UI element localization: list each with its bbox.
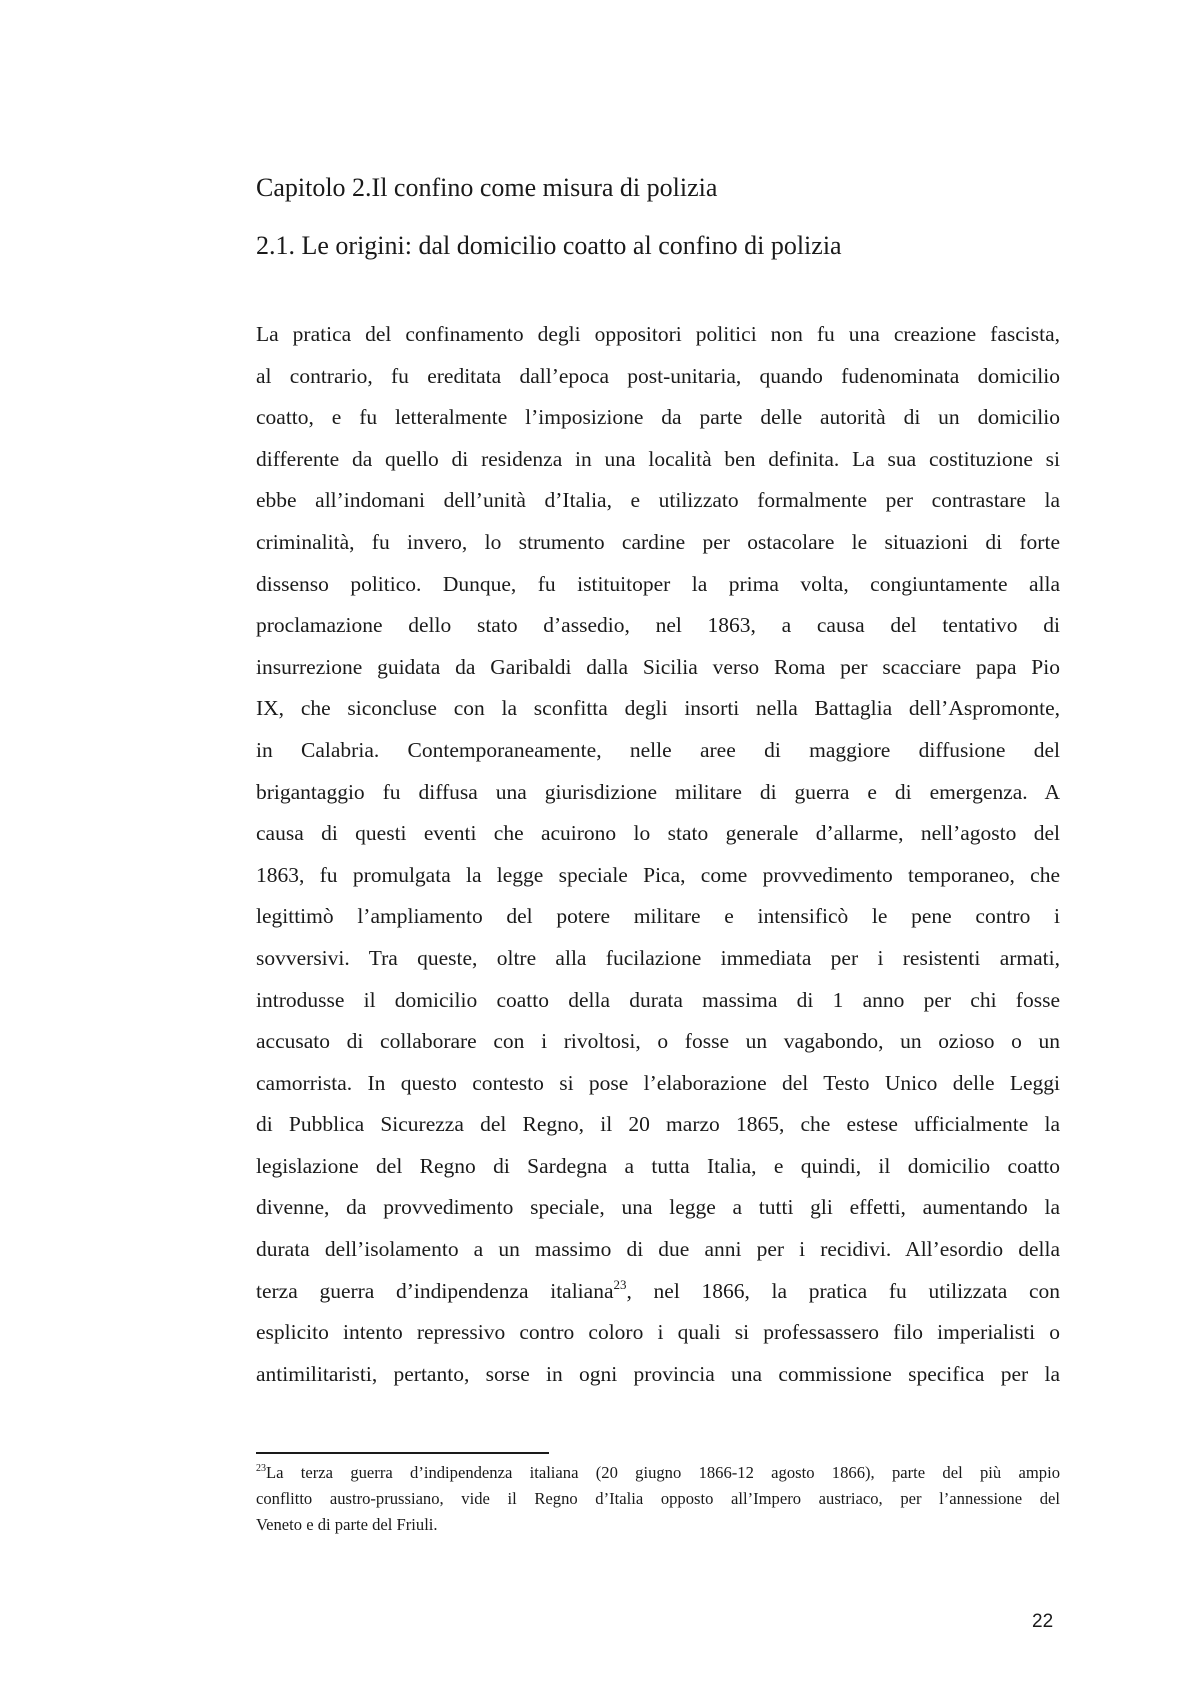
body-paragraph [256,314,1060,1395]
body-line: introdusse il domicilio coatto della durata massima di 1 anno per chi fosse [256,987,1060,1012]
body-line: legislazione del Regno di Sardegna a tutta Italia, e quindi, il domicilio coatto [256,1153,1060,1178]
body-line: sovversivi. Tra queste, oltre alla fucilazione immediata per i resistenti armati, [256,945,1060,970]
body-line: antimilitaristi, pertanto, sorse in ogni provincia una commissione specifica per la [256,1361,1060,1386]
body-line: ebbe all’indomani dell’unità d’Italia, e utilizzato formalmente per contrastare la [256,488,1060,513]
body-line: di Pubblica Sicurezza del Regno, il 20 marzo 1865, che estese ufficialmente la [256,1112,1060,1137]
body-line: IX, che siconcluse con la sconfitta degli insorti nella Battaglia dell’Aspromonte, [256,696,1060,721]
body-line: dissenso politico. Dunque, fu istituitoper la prima volta, congiuntamente alla [256,571,1060,596]
chapter-title: Capitolo 2.Il confino come misura di polizia [256,173,718,202]
body-line: esplicito intento repressivo contro coloro i quali si professassero filo imperialisti o [256,1320,1060,1345]
body-line: proclamazione dello stato d’assedio, nel 1863, a causa del tentativo di [256,613,1060,638]
body-line: differente da quello di residenza in una località ben definita. La sua costituzione si [256,446,1060,471]
body-line: legittimò l’ampliamento del potere militare e intensificò le pene contro i [256,904,1060,929]
section-title: 2.1. Le origini: dal domicilio coatto al confino di polizia [256,231,842,260]
footnote-line: conflitto austro-prussiano, vide il Regno d’Italia opposto all’Impero austriaco, per l’annessione del [256,1489,1060,1508]
body-line: divenne, da provvedimento speciale, una legge a tutti gli effetti, aumentando la [256,1195,1060,1220]
body-line: criminalità, fu invero, lo strumento cardine per ostacolare le situazioni di forte [256,529,1060,554]
body-line: brigantaggio fu diffusa una giurisdizione militare di guerra e di emergenza. A [256,779,1060,804]
body-line: accusato di collaborare con i rivoltosi, o fosse un vagabondo, un ozioso o un [256,1029,1060,1054]
body-line: in Calabria. Contemporaneamente, nelle aree di maggiore diffusione del [256,737,1060,762]
body-line: causa di questi eventi che acuirono lo stato generale d’allarme, nell’agosto del [256,821,1060,846]
footnote-line: Veneto e di parte del Friuli. [256,1515,438,1534]
footnote-separator [256,1452,549,1454]
body-line-with-footnote-ref [256,1271,1060,1313]
body-line-text: terza guerra d’indipendenza italiana [256,1278,614,1303]
body-line: coatto, e fu letteralmente l’imposizione da parte delle autorità di un domicilio [256,405,1060,430]
body-line: al contrario, fu ereditata dall’epoca post-unitaria, quando fudenominata domicilio [256,363,1060,388]
body-line-text: , nel 1866, la pratica fu utilizzata con [626,1278,1060,1303]
body-line: durata dell’isolamento a un massimo di due anni per i recidivi. All’esordio della [256,1237,1060,1262]
footnote-line [256,1460,1060,1486]
body-line: 1863, fu promulgata la legge speciale Pica, come provvedimento temporaneo, che [256,862,1060,887]
footnote-mark: 23 [256,1463,266,1474]
footnote [256,1460,1060,1538]
body-line: insurrezione guidata da Garibaldi dalla Sicilia verso Roma per scacciare papa Pio [256,654,1060,679]
footnote-text: La terza guerra d’indipendenza italiana (20 giugno 1866-12 agosto 1866), parte del più ampio [266,1463,1060,1482]
body-line: camorrista. In questo contesto si pose l’elaborazione del Testo Unico delle Leggi [256,1070,1060,1095]
page-number: 22 [1032,1611,1054,1632]
footnote-reference[interactable]: 23 [613,1276,627,1292]
body-line: La pratica del confinamento degli oppositori politici non fu una creazione fascista, [256,322,1060,346]
